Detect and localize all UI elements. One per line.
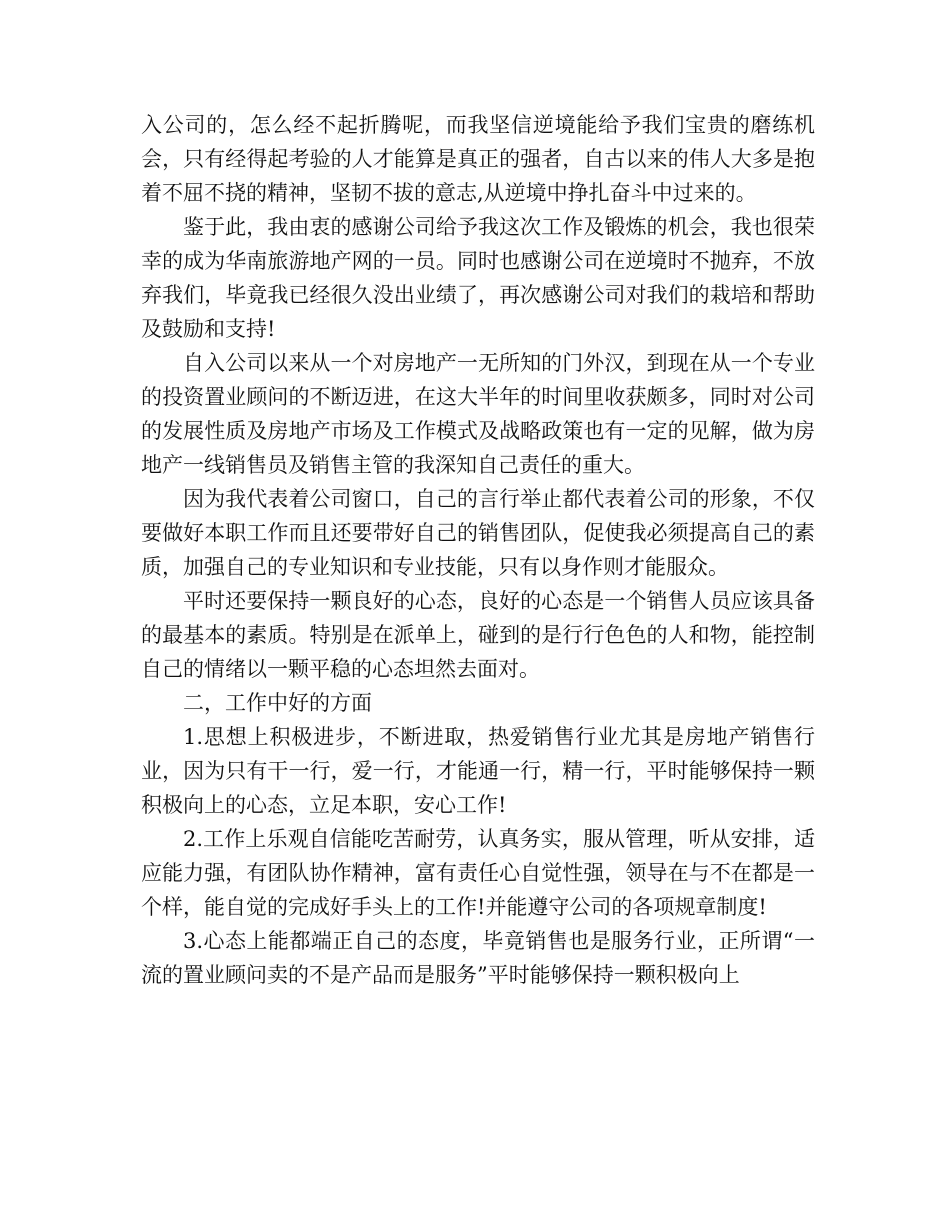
- paragraph-5: 平时还要保持一颗良好的心态，良好的心态是一个销售人员应该具备的最基本的素质。特别是在派单上，碰到的是行行色色的人和物，能控制自己的情绪以一颗平稳的心态坦然去面对。: [141, 589, 815, 681]
- list-item-1: 1.思想上积极进步，不断进取，热爱销售行业尤其是房地产销售行业，因为只有干一行，爱一行，才能通一行，精一行，平时能够保持一颗积极向上的心态，立足本职，安心工作!: [141, 725, 815, 817]
- paragraph-2: 鉴于此，我由衷的感谢公司给予我这次工作及锻炼的机会，我也很荣幸的成为华南旅游地产网的一员。同时也感谢公司在逆境时不抛弃，不放弃我们，毕竟我已经很久没出业绩了，再次感谢公司对我们的栽培和帮助及鼓励和支持!: [141, 215, 815, 341]
- paragraph-3: 自入公司以来从一个对房地产一无所知的门外汉，到现在从一个专业的投资置业顾问的不断迈进，在这大半年的时间里收获颇多，同时对公司的发展性质及房地产市场及工作模式及战略政策也有一定的见解，做为房地产一线销售员及销售主管的我深知自己责任的重大。: [141, 351, 815, 477]
- paragraph-4: 因为我代表着公司窗口，自己的言行举止都代表着公司的形象，不仅要做好本职工作而且还要带好自己的销售团队，促使我必须提高自己的素质，加强自己的专业知识和专业技能，只有以身作则才能服众。: [141, 487, 815, 579]
- section-heading: 二，工作中好的方面: [183, 691, 372, 715]
- list-item-3: 3.心态上能都端正自己的态度，毕竟销售也是服务行业，正所谓“一流的置业顾问卖的不是产品而是服务”平时能够保持一颗积极向上: [141, 929, 815, 987]
- list-item-2: 2.工作上乐观自信能吃苦耐劳，认真务实，服从管理，听从安排，适应能力强，有团队协作精神，富有责任心自觉性强，领导在与不在都是一个样，能自觉的完成好手头上的工作!并能遵守公司的各项规章制度!: [141, 827, 815, 919]
- document-body: [141, 108, 815, 992]
- paragraph-1: 入公司的，怎么经不起折腾呢，而我坚信逆境能给予我们宝贵的磨练机会，只有经得起考验的人才能算是真正的强者，自古以来的伟人大多是抱着不屈不挠的精神，坚韧不拔的意志,从逆境中挣扎奋斗中过来的。: [141, 113, 815, 205]
